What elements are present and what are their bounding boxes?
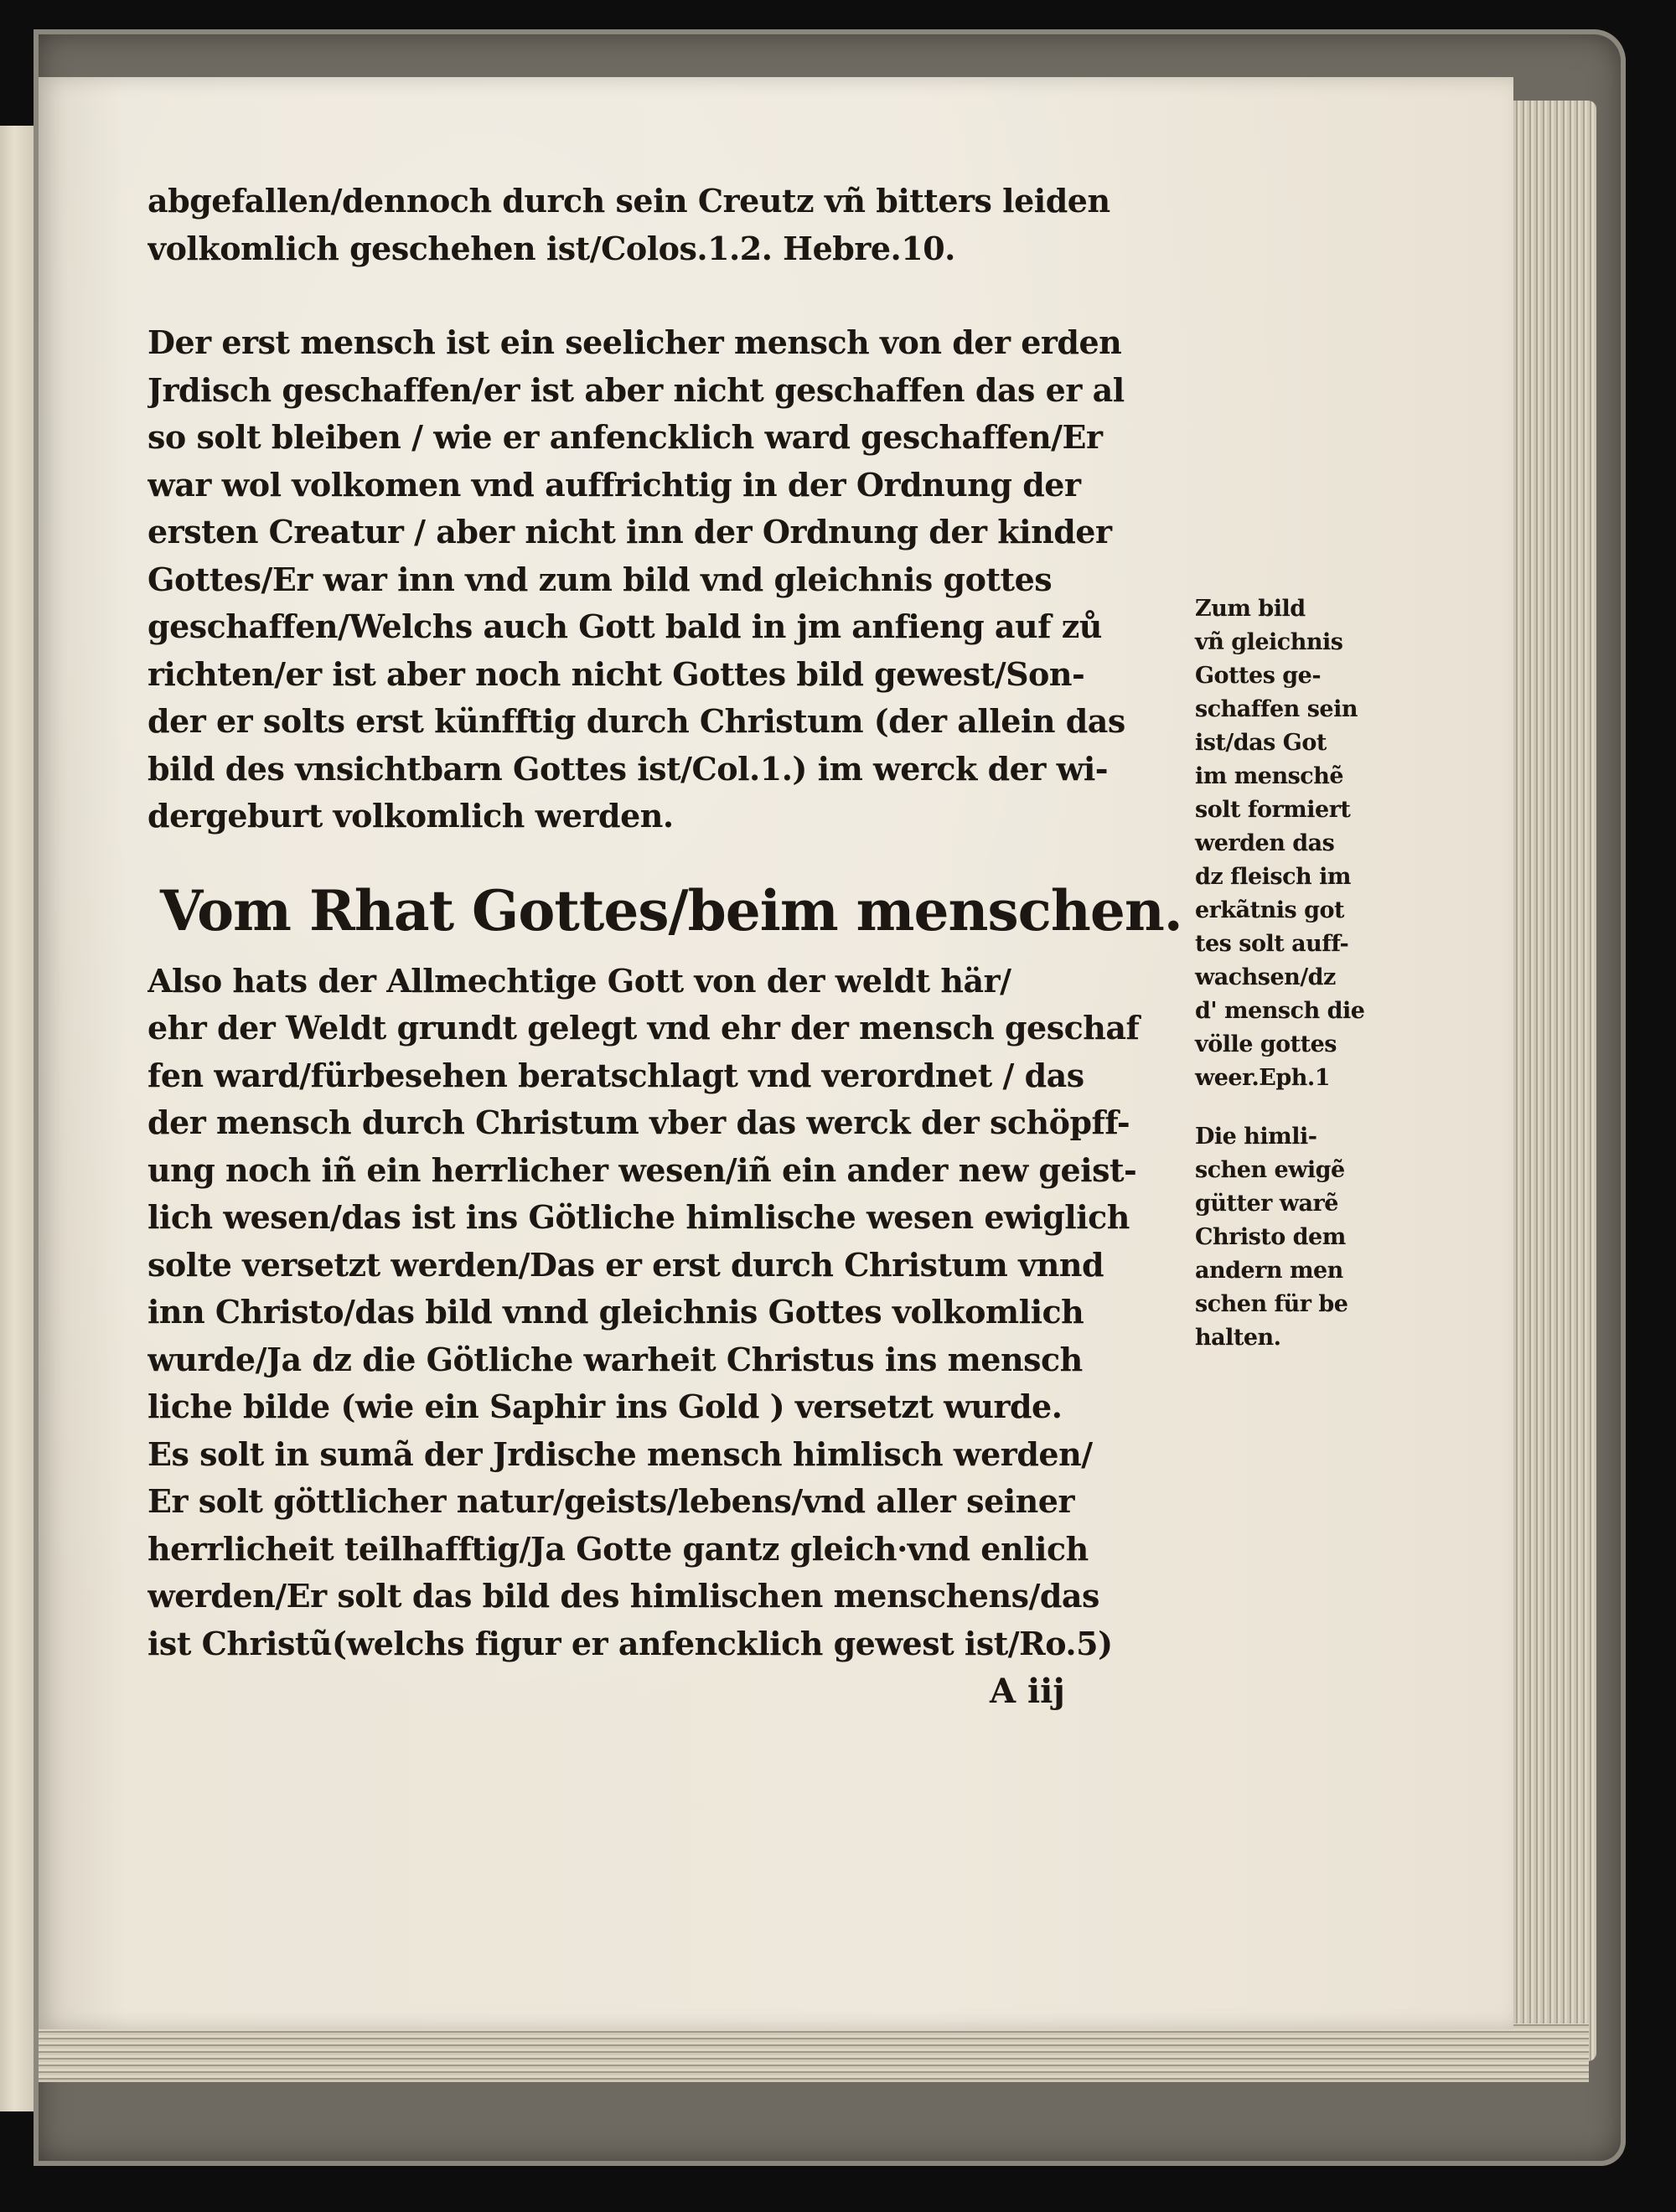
text-line: Es solt in sumã der Jrdische mensch himlisch werden/ (147, 1434, 1093, 1473)
main-text (147, 178, 1254, 1713)
margin-note-line: Zum bild (1195, 596, 1306, 622)
margin-note-line: schen für be (1195, 1291, 1348, 1317)
margin-note-line: völle gottes (1195, 1031, 1337, 1057)
margin-note-line: halten. (1195, 1325, 1281, 1351)
text-line: ehr der Weldt grundt gelegt vnd ehr der mensch geschaf (147, 1009, 1140, 1047)
text-line: volkomlich geschehen ist/Colos.1.2. Hebre.10. (147, 229, 955, 267)
book-page (39, 77, 1513, 2029)
margin-note-line: Gottes ge- (1195, 663, 1322, 689)
section-heading: Vom Rhat Gottes/beim menschen. (160, 877, 1182, 943)
page-fore-edge (1500, 101, 1596, 2061)
margin-note-line: andern men (1195, 1258, 1343, 1284)
text-line: Jrdisch geschaffen/er ist aber nicht geschaffen das er al (147, 370, 1125, 409)
text-line: richten/er ist aber noch nicht Gottes bild gewest/Son- (147, 654, 1085, 693)
text-line: war wol volkomen vnd auffrichtig in der Ordnung der (147, 465, 1081, 504)
text-line: so solt bleiben / wie er anfencklich ward geschaffen/Er (147, 418, 1103, 456)
text-line: Er solt göttlicher natur/geists/lebens/vnd aller seiner (147, 1482, 1075, 1520)
signature-mark: A iij (990, 1672, 1065, 1711)
text-line: abgefallen/dennoch durch sein Creutz vñ bitters leiden (147, 182, 1110, 220)
margin-note-line: Christo dem (1195, 1224, 1346, 1250)
text-line: solte versetzt werden/Das er erst durch Christum vnnd (147, 1245, 1104, 1284)
text-line: Der erst mensch ist ein seelicher mensch von der erden (147, 323, 1122, 361)
paragraph-1 (147, 178, 1254, 272)
margin-note-line: im menschẽ (1195, 763, 1344, 789)
margin-note-line: weer.Eph.1 (1195, 1065, 1331, 1091)
margin-note-line: werden das (1195, 830, 1335, 856)
text-line: ersten Creatur / aber nicht inn der Ordnung der kinder (147, 513, 1112, 550)
text-line: geschaffen/Welchs auch Gott bald in jm anfieng auf zů (147, 607, 1102, 645)
text-line: lich wesen/das ist ins Götliche himlische wesen ewiglich (147, 1198, 1130, 1236)
margin-note-line: solt formiert (1195, 797, 1351, 823)
margin-note-line: erkãtnis got (1195, 897, 1344, 923)
text-line: Gottes/Er war inn vnd zum bild vnd gleichnis gottes (147, 560, 1053, 598)
text-line: Also hats der Allmechtige Gott von der weldt här/ (147, 961, 1011, 1000)
paragraph-2 (147, 319, 1254, 840)
text-line: werden/Er solt das bild des himlischen menschens/das (147, 1577, 1099, 1615)
text-line: herrlicheit teilhafftig/Ja Gotte gantz gleich·vnd enlich (147, 1529, 1089, 1568)
text-line: ist Christũ(welchs figur er anfencklich gewest ist/Ro.5) (147, 1624, 1113, 1662)
margin-note-line: vñ gleichnis (1195, 629, 1343, 655)
page-bottom-edge (39, 2023, 1589, 2082)
margin-note-line: dz fleisch im (1195, 864, 1351, 890)
margin-note-2 (1195, 1120, 1446, 1355)
margin-note-line: Die himli- (1195, 1124, 1317, 1150)
text-line: wurde/Ja dz die Götliche warheit Christus ins mensch (147, 1340, 1083, 1378)
text-line: fen ward/fürbesehen beratschlagt vnd verordnet / das (147, 1056, 1084, 1094)
text-line: der er solts erst künfftig durch Christum (der allein das (147, 702, 1125, 740)
text-line: ung noch iñ ein herrlicher wesen/iñ ein ander new geist- (147, 1150, 1137, 1189)
margin-note-line: schen ewigẽ (1195, 1157, 1345, 1183)
margin-note-line: d' mensch die (1195, 998, 1365, 1024)
text-line: bild des vnsichtbarn Gottes ist/Col.1.) im werck der wi- (147, 749, 1109, 788)
left-page-edge (0, 126, 37, 2111)
margin-note-line: schaffen sein (1195, 696, 1358, 722)
margin-notes (1195, 592, 1446, 1380)
text-line: inn Christo/das bild vnnd gleichnis Gottes volkomlich (147, 1293, 1084, 1331)
margin-note-1 (1195, 592, 1446, 1095)
paragraph-3 (147, 958, 1254, 1668)
text-line: der mensch durch Christum vber das werck der schöpff- (147, 1103, 1130, 1141)
text-line: liche bilde (wie ein Saphir ins Gold ) versetzt wurde. (147, 1388, 1063, 1425)
margin-note-line: wachsen/dz (1195, 964, 1336, 990)
margin-note-line: tes solt auff- (1195, 931, 1349, 957)
margin-note-line: gütter warẽ (1195, 1191, 1338, 1217)
margin-note-line: ist/das Got (1195, 730, 1327, 756)
text-line: dergeburt volkomlich werden. (147, 797, 674, 835)
